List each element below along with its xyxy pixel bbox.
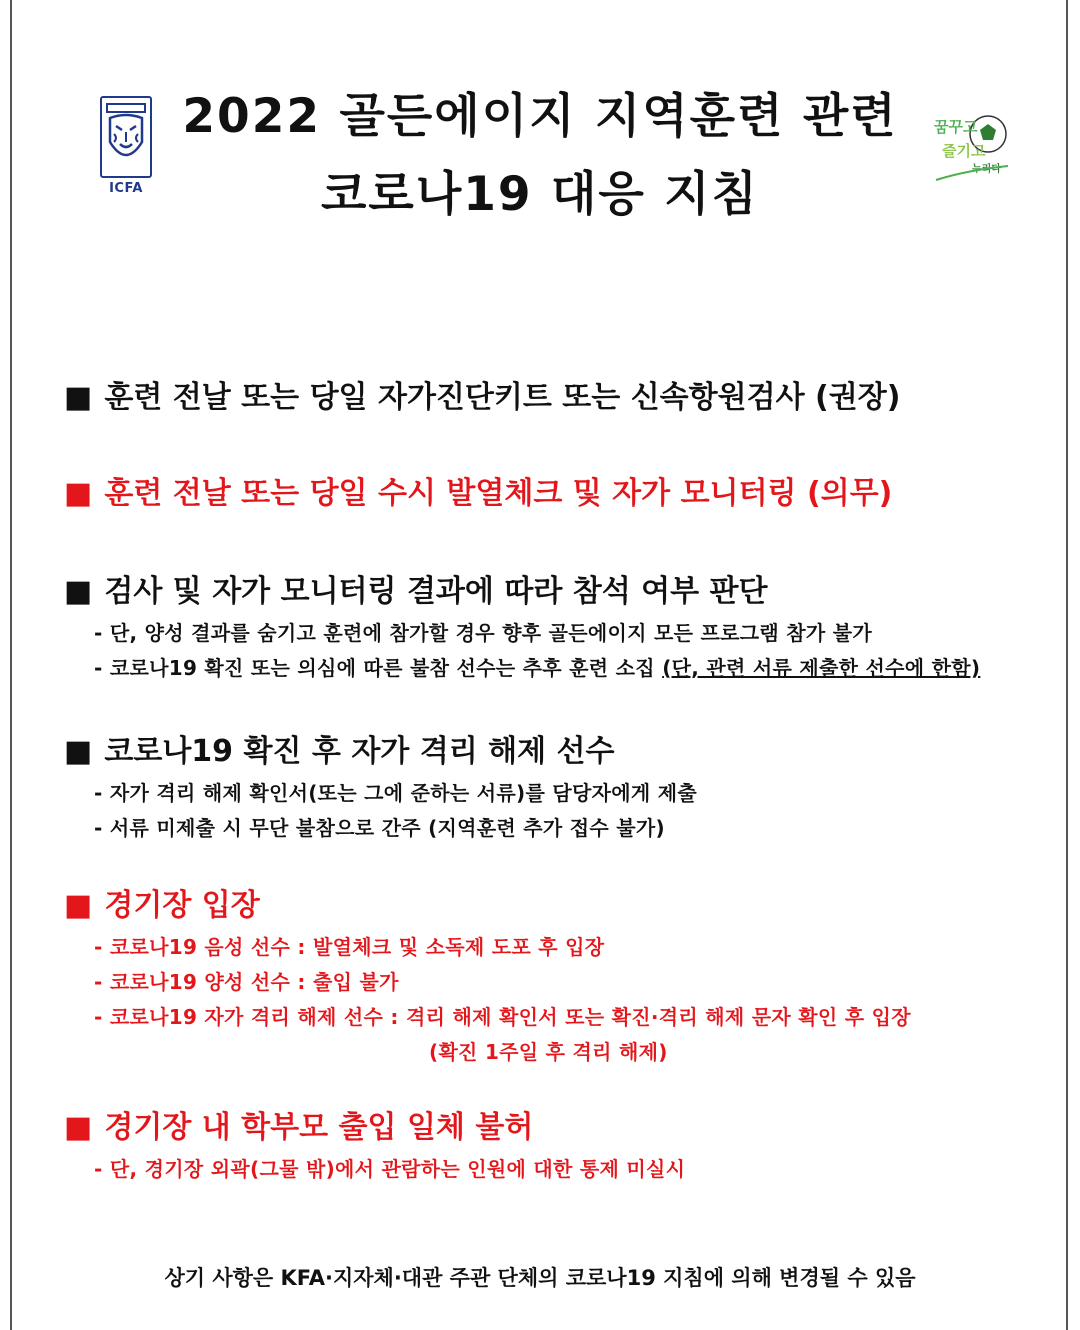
list-item: - 코로나19 확진 또는 의심에 따른 불참 선수는 추후 훈련 소집 (단, 관련 서류 제출한 선수에 한함) (94, 656, 981, 680)
section-heading: ■ 경기장 내 학부모 출입 일체 불허 (64, 1108, 1040, 1148)
square-bullet-icon: ■ (64, 888, 93, 923)
square-bullet-icon: ■ (64, 380, 93, 415)
list-item: - 코로나19 자가 격리 해제 선수 : 격리 해제 확인서 또는 확진·격리 해제 문자 확인 후 입장 (94, 1005, 911, 1029)
tiger-emblem-icon (100, 96, 152, 178)
slogan-text-1: 꿈꾸고 (934, 118, 978, 136)
square-bullet-icon: ■ (64, 476, 93, 511)
footer-note: 상기 사항은 KFA·지자체·대관 주관 단체의 코로나19 지침에 의해 변경될 수 있음 (164, 1266, 916, 1290)
slogan-logo (928, 110, 1020, 190)
section-heading: ■ 코로나19 확진 후 자가 격리 해제 선수 (64, 732, 1040, 772)
icfa-logo (96, 96, 156, 196)
section-attendance-decision (64, 572, 1040, 686)
square-bullet-icon: ■ (64, 574, 93, 609)
list-item: - 단, 양성 결과를 숨기고 훈련에 참가할 경우 향후 골든에이지 모든 프로그램 참가 불가 (94, 621, 872, 645)
slogan-text-2: 즐기고 (942, 142, 986, 160)
list-item: (확진 1주일 후 격리 해제) (429, 1040, 668, 1064)
title-line-2: 코로나19 대응 지침 (321, 167, 759, 222)
section-fever-check (64, 474, 1040, 514)
icfa-label: ICFA (109, 181, 143, 196)
section-heading: ■ 훈련 전날 또는 당일 수시 발열체크 및 자가 모니터링 (의무) (64, 474, 1040, 514)
section-self-test (64, 378, 1040, 418)
section-parent-access (64, 1108, 1040, 1187)
list-item: - 단, 경기장 외곽(그물 밖)에서 관람하는 인원에 대한 통제 미실시 (94, 1157, 686, 1181)
title-line-1: 2022 골든에이지 지역훈련 관련 (182, 89, 898, 144)
list-item: - 서류 미제출 시 무단 불참으로 간주 (지역훈련 추가 접수 불가) (94, 816, 665, 840)
section-heading: ■ 훈련 전날 또는 당일 자가진단키트 또는 신속항원검사 (권장) (64, 378, 1040, 418)
square-bullet-icon: ■ (64, 1110, 93, 1145)
section-heading: ■ 경기장 입장 (64, 886, 1040, 926)
page-title (160, 78, 920, 234)
section-heading: ■ 검사 및 자가 모니터링 결과에 따라 참석 여부 판단 (64, 572, 1040, 612)
slogan-text-3: 누리다 (972, 164, 1001, 175)
square-bullet-icon: ■ (64, 734, 93, 769)
list-item: - 코로나19 양성 선수 : 출입 불가 (94, 970, 399, 994)
list-item: - 코로나19 음성 선수 : 발열체크 및 소독제 도포 후 입장 (94, 935, 605, 959)
underlined-note: (단, 관련 서류 제출한 선수에 한함) (662, 656, 981, 680)
list-item: - 자가 격리 해제 확인서(또는 그에 준하는 서류)를 담당자에게 제출 (94, 781, 697, 805)
section-stadium-entry (64, 886, 1040, 1070)
section-quarantine-release (64, 732, 1040, 846)
